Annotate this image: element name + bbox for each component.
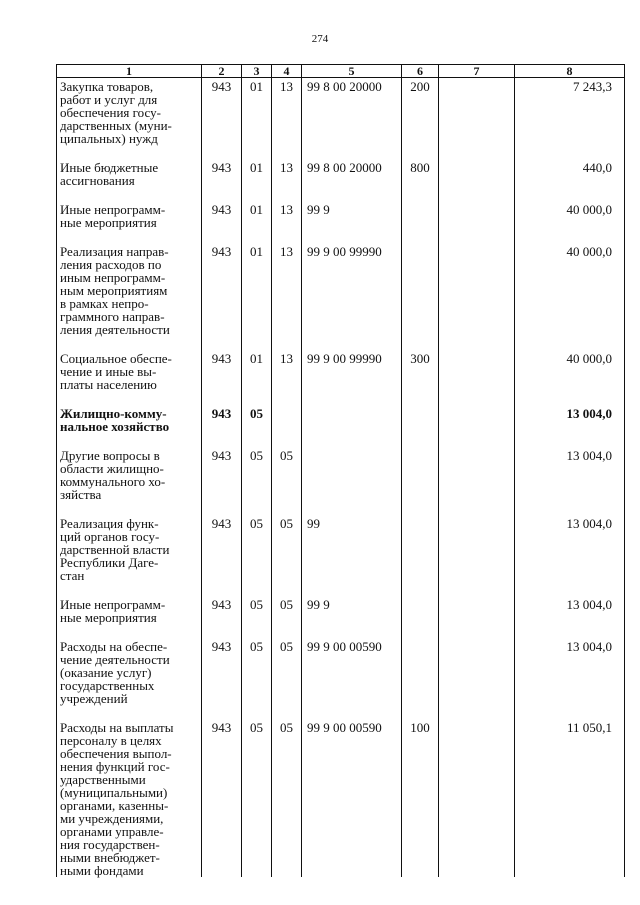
row-name-line: стан (60, 568, 85, 583)
expense-type-cell: 200 (402, 78, 439, 146)
row-name (57, 705, 202, 877)
admin-code-cell: 943 (202, 582, 242, 624)
row-name-line: обеспечения выпол- (60, 746, 172, 761)
amount-cell: 13 004,0 (515, 433, 625, 501)
target-article-cell: 99 9 (302, 187, 402, 229)
row-name-line: Реализация направ- (60, 244, 169, 259)
column-7-cell (439, 624, 515, 705)
row-name-line: (оказание услуг) (60, 665, 152, 680)
row-name-line: (муниципальными) (60, 785, 168, 800)
row-name-line: Расходы на выплаты (60, 720, 174, 735)
subsection-code-cell (272, 391, 302, 433)
row-name-line: зяйства (60, 487, 102, 502)
row-name (57, 582, 202, 624)
row-name-line: платы населению (60, 377, 157, 392)
amount-cell: 40 000,0 (515, 336, 625, 391)
row-name-line: дарственных (муни- (60, 118, 172, 133)
subsection-code-cell: 13 (272, 229, 302, 336)
section-code-cell: 05 (242, 391, 272, 433)
row-name-line: ными внебюджет- (60, 850, 160, 865)
column-header: 5 (302, 65, 402, 78)
expense-type-cell: 100 (402, 705, 439, 877)
row-name-line: Иные бюджетные (60, 160, 159, 175)
amount-cell: 11 050,1 (515, 705, 625, 877)
section-code-cell: 05 (242, 705, 272, 877)
admin-code-cell: 943 (202, 433, 242, 501)
row-name (57, 501, 202, 582)
expense-type-cell (402, 433, 439, 501)
row-name-line: органами управле- (60, 824, 164, 839)
row-name-line: Закупка товаров, (60, 79, 154, 94)
column-7-cell (439, 229, 515, 336)
row-name-line: ные мероприятия (60, 215, 157, 230)
column-7-cell (439, 78, 515, 146)
column-header: 4 (272, 65, 302, 78)
expense-type-cell: 300 (402, 336, 439, 391)
subsection-code-cell: 13 (272, 187, 302, 229)
column-7-cell (439, 187, 515, 229)
table-row (57, 145, 625, 187)
subsection-code-cell: 05 (272, 705, 302, 877)
row-name-line: нения функций гос- (60, 759, 170, 774)
subsection-code-cell: 05 (272, 624, 302, 705)
page-number: 274 (311, 33, 329, 45)
row-name-line: ассигнования (60, 173, 135, 188)
target-article-cell (302, 433, 402, 501)
target-article-cell: 99 (302, 501, 402, 582)
section-code-cell: 05 (242, 501, 272, 582)
column-header: 2 (202, 65, 242, 78)
section-code-cell: 01 (242, 336, 272, 391)
table-row (57, 336, 625, 391)
row-name-line: персоналу в целях (60, 733, 162, 748)
subsection-code-cell: 13 (272, 336, 302, 391)
expense-type-cell (402, 391, 439, 433)
table-header-row (57, 65, 625, 78)
row-name (57, 145, 202, 187)
expense-type-cell (402, 229, 439, 336)
row-name-line: ные мероприятия (60, 610, 157, 625)
row-name-line: Республики Даге- (60, 555, 159, 570)
row-name-line: учреждений (60, 691, 128, 706)
expense-type-cell (402, 187, 439, 229)
section-code-cell: 05 (242, 582, 272, 624)
amount-cell: 13 004,0 (515, 391, 625, 433)
table-row (57, 582, 625, 624)
table-row (57, 705, 625, 877)
expense-type-cell (402, 501, 439, 582)
admin-code-cell: 943 (202, 501, 242, 582)
row-name-line: работ и услуг для (60, 92, 158, 107)
target-article-cell (302, 391, 402, 433)
target-article-cell: 99 9 00 00590 (302, 624, 402, 705)
row-name-line: ления деятельности (60, 322, 170, 337)
section-code-cell: 01 (242, 78, 272, 146)
row-name-line: чение деятельности (60, 652, 170, 667)
row-name-line: обеспечения госу- (60, 105, 161, 120)
target-article-cell: 99 9 (302, 582, 402, 624)
admin-code-cell: 943 (202, 187, 242, 229)
row-name-line: ципальных) нужд (60, 131, 158, 146)
subsection-code-cell: 13 (272, 145, 302, 187)
amount-cell: 40 000,0 (515, 229, 625, 336)
column-header: 1 (57, 65, 202, 78)
budget-table (56, 64, 625, 877)
admin-code-cell: 943 (202, 78, 242, 146)
admin-code-cell: 943 (202, 391, 242, 433)
row-name (57, 229, 202, 336)
target-article-cell: 99 8 00 20000 (302, 78, 402, 146)
admin-code-cell: 943 (202, 624, 242, 705)
row-name-line: ударственными (60, 772, 146, 787)
table-row (57, 229, 625, 336)
subsection-code-cell: 13 (272, 78, 302, 146)
table-row (57, 391, 625, 433)
row-name-line: нальное хозяйство (60, 419, 170, 434)
row-name-line: ным мероприятиям (60, 283, 168, 298)
section-code-cell: 01 (242, 145, 272, 187)
column-header: 3 (242, 65, 272, 78)
row-name-line: Реализация функ- (60, 516, 159, 531)
column-7-cell (439, 391, 515, 433)
row-name-line: коммунального хо- (60, 474, 166, 489)
row-name-line: государственных (60, 678, 155, 693)
table-row (57, 501, 625, 582)
column-7-cell (439, 145, 515, 187)
section-code-cell: 01 (242, 229, 272, 336)
expense-type-cell (402, 582, 439, 624)
admin-code-cell: 943 (202, 705, 242, 877)
column-7-cell (439, 582, 515, 624)
row-name-line: граммного направ- (60, 309, 165, 324)
row-name-line: ций органов госу- (60, 529, 160, 544)
row-name-line: органами, казенны- (60, 798, 169, 813)
target-article-cell: 99 9 00 00590 (302, 705, 402, 877)
table-row (57, 624, 625, 705)
row-name-line: иным непрограмм- (60, 270, 166, 285)
expense-type-cell (402, 624, 439, 705)
amount-cell: 13 004,0 (515, 582, 625, 624)
amount-cell: 7 243,3 (515, 78, 625, 146)
row-name (57, 391, 202, 433)
subsection-code-cell: 05 (272, 433, 302, 501)
target-article-cell: 99 9 00 99990 (302, 229, 402, 336)
row-name (57, 336, 202, 391)
row-name (57, 187, 202, 229)
admin-code-cell: 943 (202, 336, 242, 391)
column-header: 6 (402, 65, 439, 78)
row-name (57, 624, 202, 705)
table-body (57, 78, 625, 878)
column-7-cell (439, 501, 515, 582)
table-row (57, 187, 625, 229)
admin-code-cell: 943 (202, 145, 242, 187)
section-code-cell: 01 (242, 187, 272, 229)
column-7-cell (439, 705, 515, 877)
row-name-line: ными фондами (60, 863, 144, 878)
row-name-line: ми учреждениями, (60, 811, 164, 826)
row-name-line: ния государствен- (60, 837, 160, 852)
subsection-code-cell: 05 (272, 501, 302, 582)
expense-type-cell: 800 (402, 145, 439, 187)
row-name-line: Социальное обеспе- (60, 351, 172, 366)
column-7-cell (439, 336, 515, 391)
target-article-cell: 99 8 00 20000 (302, 145, 402, 187)
section-code-cell: 05 (242, 624, 272, 705)
row-name-line: Иные непрограмм- (60, 597, 166, 612)
target-article-cell: 99 9 00 99990 (302, 336, 402, 391)
row-name-line: чение и иные вы- (60, 364, 157, 379)
table-row (57, 433, 625, 501)
row-name-line: Расходы на обеспе- (60, 639, 168, 654)
row-name-line: Жилищно-комму- (60, 406, 167, 421)
column-header: 7 (439, 65, 515, 78)
table-row (57, 78, 625, 146)
row-name-line: Иные непрограмм- (60, 202, 166, 217)
column-7-cell (439, 433, 515, 501)
amount-cell: 13 004,0 (515, 624, 625, 705)
admin-code-cell: 943 (202, 229, 242, 336)
row-name-line: Другие вопросы в (60, 448, 160, 463)
subsection-code-cell: 05 (272, 582, 302, 624)
column-header: 8 (515, 65, 625, 78)
section-code-cell: 05 (242, 433, 272, 501)
amount-cell: 440,0 (515, 145, 625, 187)
row-name-line: области жилищно- (60, 461, 164, 476)
row-name-line: ления расходов по (60, 257, 162, 272)
row-name (57, 78, 202, 146)
row-name-line: в рамках непро- (60, 296, 149, 311)
amount-cell: 40 000,0 (515, 187, 625, 229)
row-name-line: дарственной власти (60, 542, 170, 557)
amount-cell: 13 004,0 (515, 501, 625, 582)
row-name (57, 433, 202, 501)
